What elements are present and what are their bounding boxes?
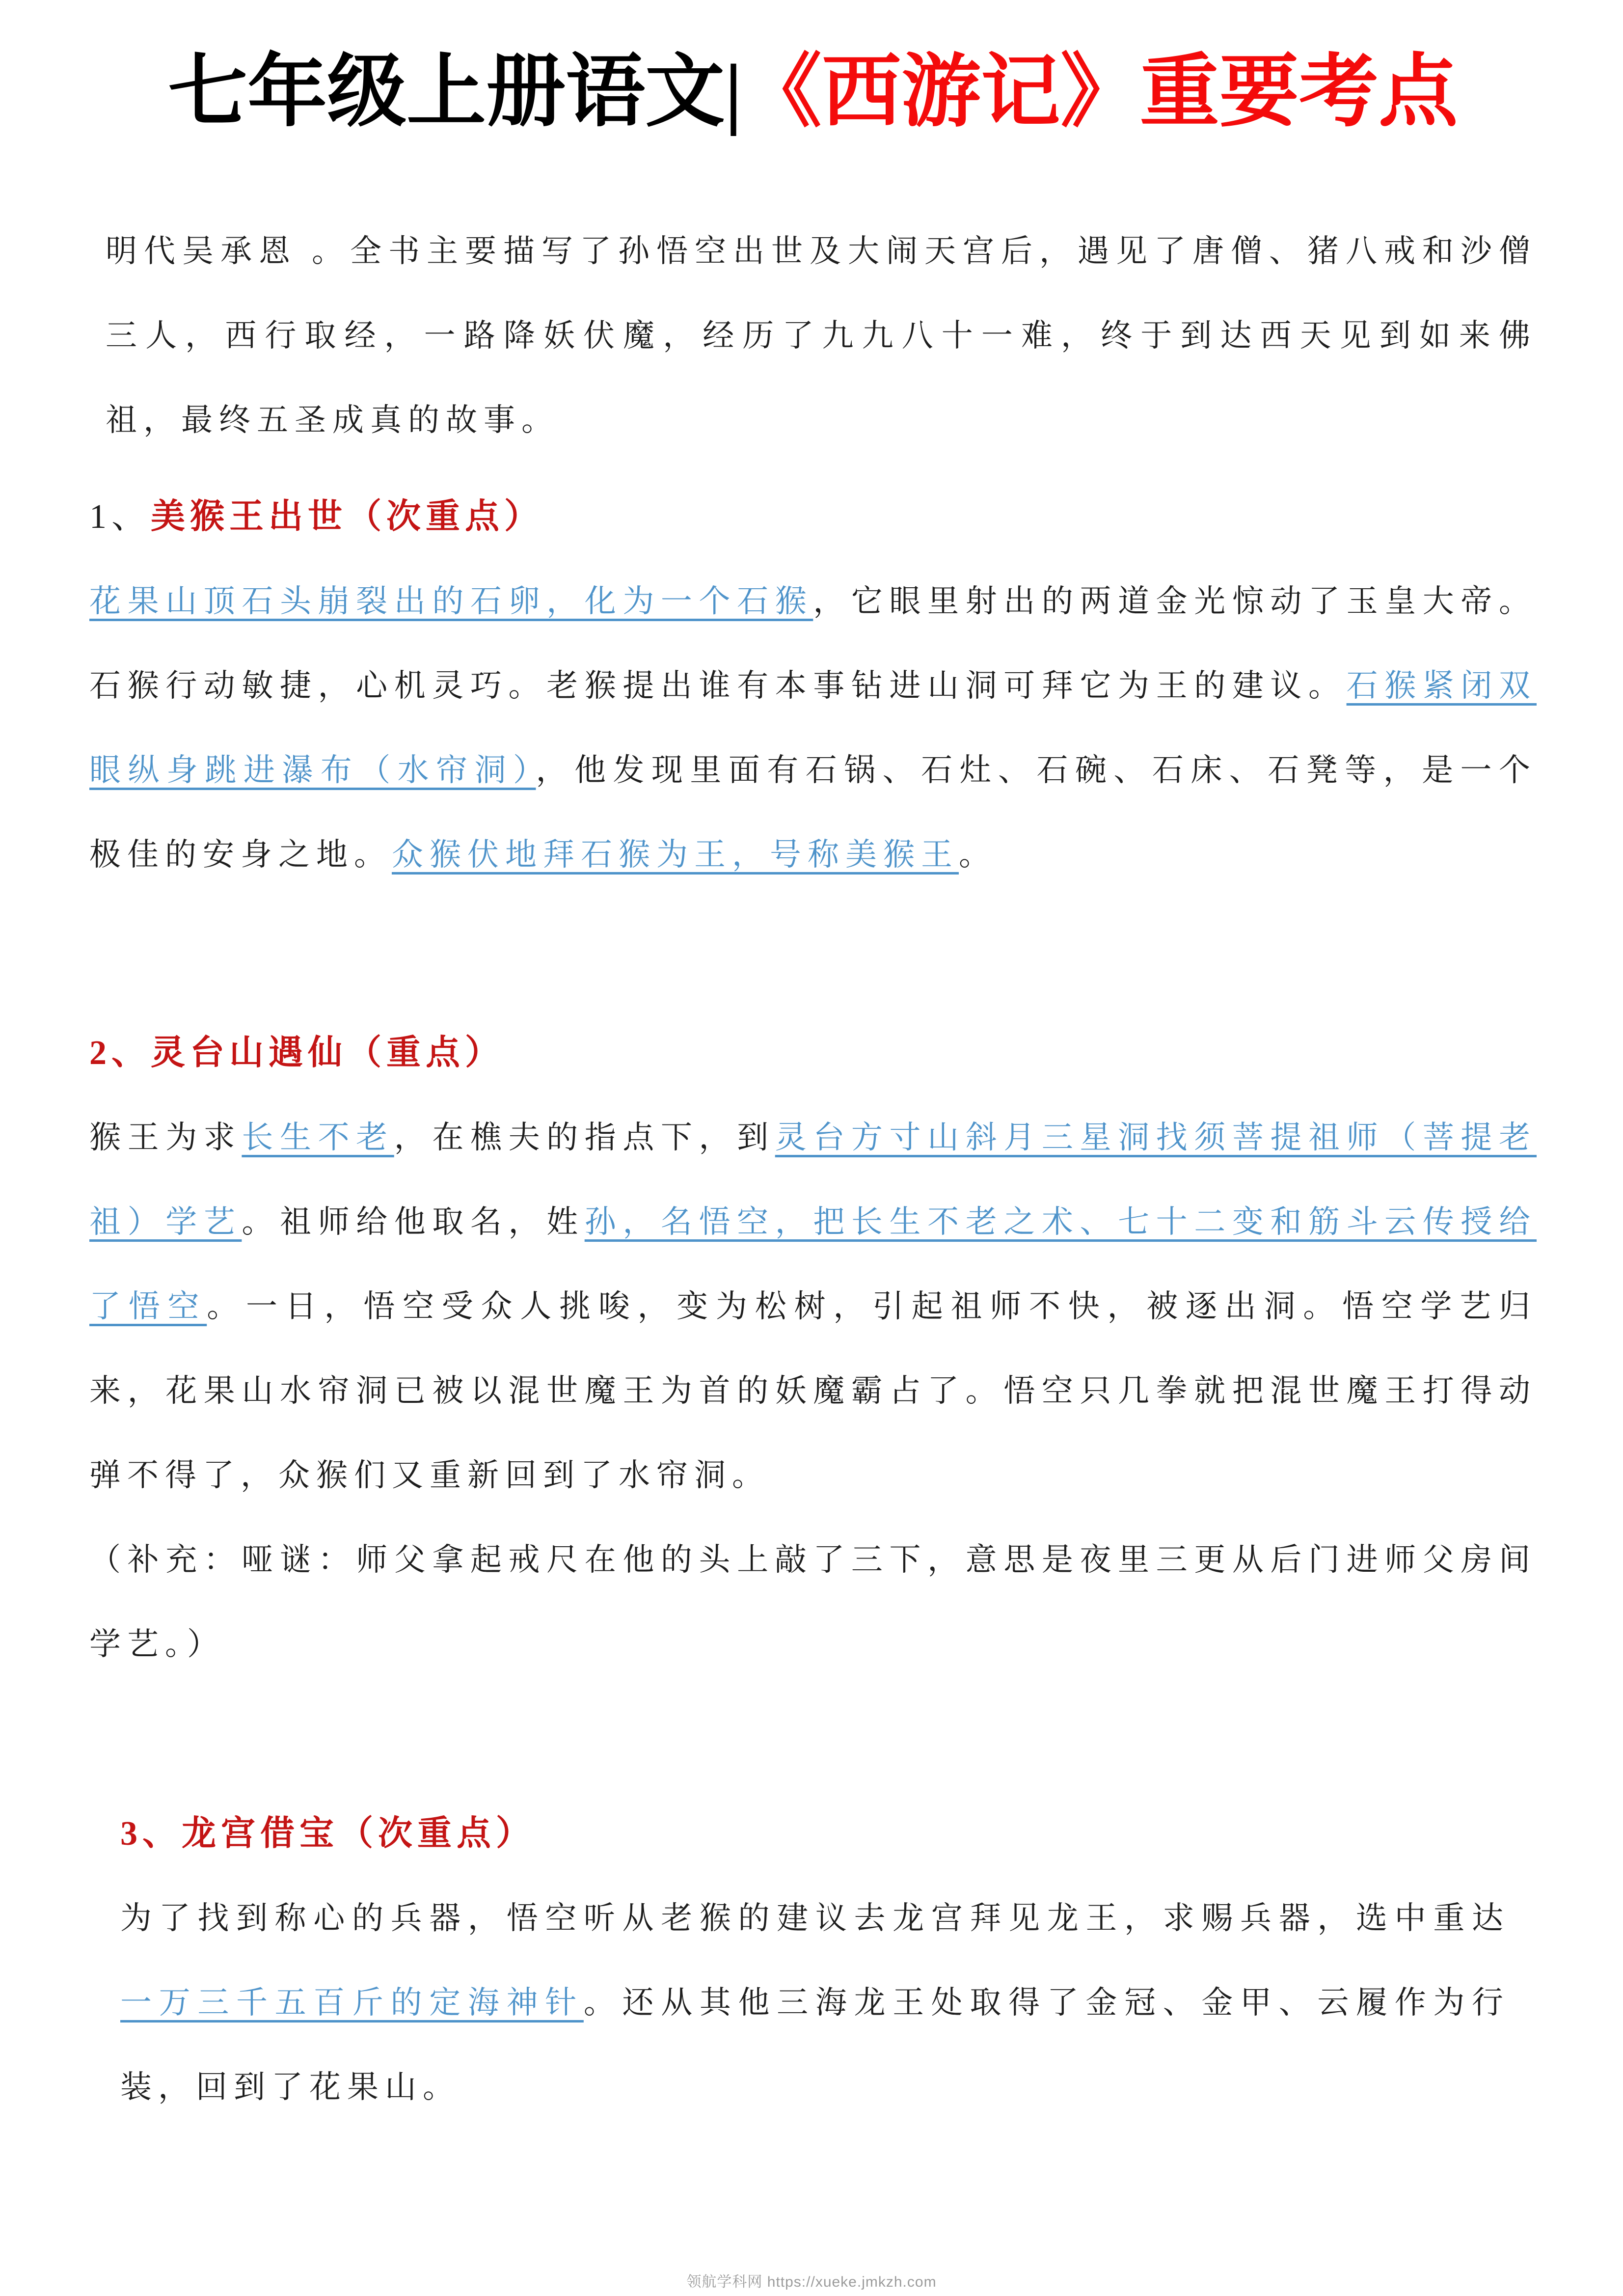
text-run: ，它眼里射出的两道金光惊动了玉皇大帝。石猴行动敏捷，心机灵巧。老猴提出谁有本事钻进山洞可拜它为王的建议。 <box>89 584 1537 703</box>
keypoint-underline-text: 一万三千五百斤的定海神针 <box>120 1985 584 2020</box>
sections <box>89 475 1537 2130</box>
section-number: 1、 <box>89 498 151 536</box>
section-title: 龙宫借宝（次重点） <box>182 1815 535 1853</box>
footer-watermark: 领航学科网 https://xueke.jmkzh.com <box>686 2274 937 2290</box>
section-paragraph <box>89 559 1537 897</box>
section-paragraph <box>89 1518 1537 1687</box>
section-number: 2、 <box>89 1034 151 1072</box>
keypoint-underline-text: 长生不老 <box>242 1120 394 1155</box>
text-run: 为了找到称心的兵器，悟空听从老猴的建议去龙宫拜见龙王，求赐兵器，选中重达 <box>120 1901 1510 1936</box>
text-run: ，他发现里面有石锅、石灶、石碗、石床、石凳等，是一个极佳的安身之地。 <box>89 753 1537 872</box>
text-run: ，在樵夫的指点下，到 <box>394 1120 775 1155</box>
text-run: 。还从其他三海龙王处取得了金冠、金甲、云履作为行装，回到了花果山。 <box>120 1985 1510 2105</box>
page-title <box>89 43 1537 142</box>
text-run: （补充：哑谜：师父拿起戒尺在他的头上敲了三下，意思是夜里三更从后门进师父房间学艺。） <box>89 1542 1537 1662</box>
keypoint-underline-text: 众猴伏地拜石猴为王，号称美猴王 <box>392 837 959 872</box>
keypoint-underline-text: 灵台方寸山斜月三星洞找须菩提祖师（菩提老祖）学艺 <box>89 1120 1537 1239</box>
text-run: 。祖师给他取名，姓 <box>242 1204 585 1239</box>
section-title: 灵台山遇仙（重点） <box>151 1034 504 1072</box>
section-2 <box>89 1011 1537 1687</box>
section-heading <box>120 1792 1510 1876</box>
section-1 <box>89 475 1537 897</box>
text-run: 。 <box>959 837 997 872</box>
section-paragraph <box>120 1876 1510 2130</box>
section-paragraph <box>89 1095 1537 1518</box>
keypoint-underline-text: 石猴紧闭双眼纵身跳进瀑布（水帘洞） <box>89 668 1537 788</box>
document-content <box>0 43 1623 2130</box>
section-3 <box>89 1792 1537 2130</box>
intro-paragraph: 明代吴承恩 。全书主要描写了孙悟空出世及大闹天宫后，遇见了唐僧、猪八戒和沙僧三人，西行取经，一路降妖伏魔，经历了九九八十一难，终于到达西天见到如来佛祖，最终五圣成真的故事。 <box>106 234 1537 437</box>
keypoint-underline-text: 孙，名悟空，把长生不老之术、七十二变和筋斗云传授给了悟空 <box>89 1204 1537 1324</box>
section-title: 美猴王出世（次重点） <box>151 498 543 536</box>
section-heading <box>89 1011 1537 1095</box>
page-title-topic: 《西游记》重要考点 <box>742 49 1458 137</box>
page-title-course: 七年级上册语文| <box>168 49 742 137</box>
text-run: 。一日，悟空受众人挑唆，变为松树，引起祖师不快，被逐出洞。悟空学艺归来，花果山水帘洞已被以混世魔王为首的妖魔霸占了。悟空只几拳就把混世魔王打得动弹不得了，众猴们又重新回到了水帘洞。 <box>89 1289 1537 1493</box>
section-heading <box>89 475 1537 559</box>
section-number: 3、 <box>120 1815 182 1853</box>
keypoint-underline-text: 花果山顶石头崩裂出的石卵，化为一个石猴 <box>89 584 813 619</box>
text-run: 猴王为求 <box>89 1120 242 1155</box>
